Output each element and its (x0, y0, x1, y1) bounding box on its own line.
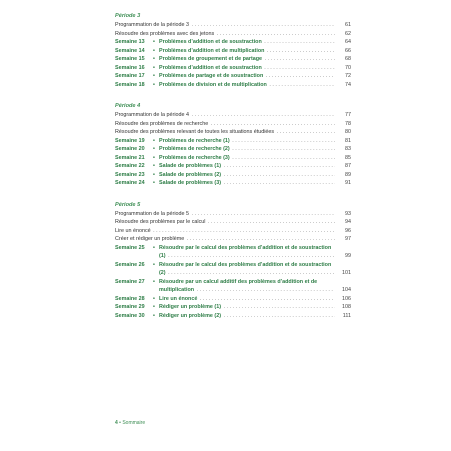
toc-entry[interactable] (115, 21, 351, 30)
section-heading: Période 4 (115, 103, 141, 109)
page-number: 70 (345, 64, 351, 71)
bullet-icon: • (153, 312, 155, 319)
entry-title-text: Salade de problèmes (3) (159, 180, 222, 186)
page-number: 78 (345, 120, 351, 127)
page-number: 111 (342, 312, 351, 319)
bullet-icon: • (153, 163, 155, 169)
entry-title (115, 235, 335, 244)
entry-title (159, 162, 335, 171)
entry-title-text: Rédiger un problème (2) (159, 312, 222, 319)
page-number: 74 (345, 81, 351, 88)
page-number: 94 (345, 219, 351, 225)
entry-title-text: Résoudre par le calcul des problèmes d’addition et de soustraction (1) (159, 244, 332, 259)
week-label: Semaine 14 (115, 47, 145, 54)
page-number: 87 (345, 163, 351, 169)
entry-title (115, 128, 335, 137)
toc-entry[interactable] (115, 210, 351, 219)
toc-entry[interactable] (115, 162, 351, 171)
entry-title-text: Lire un énoncé (115, 227, 151, 234)
page-number: 106 (342, 295, 351, 302)
bullet-icon: • (153, 261, 155, 268)
bullet-icon: • (153, 278, 155, 285)
footer-label: Sommaire (122, 420, 146, 426)
page-number: 104 (342, 287, 351, 293)
week-label: Semaine 22 (115, 163, 145, 169)
toc-entry[interactable] (115, 179, 351, 188)
week-label: Semaine 29 (115, 304, 145, 310)
entry-title (159, 47, 335, 56)
toc-entry[interactable] (115, 120, 351, 129)
week-label: Semaine 16 (115, 64, 145, 71)
toc-entry[interactable] (115, 227, 351, 236)
toc-entry[interactable] (115, 30, 351, 39)
entry-title (159, 244, 335, 261)
bullet-icon: • (153, 56, 155, 62)
page-number: 99 (345, 253, 351, 259)
bullet-icon: • (153, 64, 155, 71)
bullet-icon: • (153, 171, 155, 178)
toc-entry[interactable] (115, 303, 351, 312)
toc-entry[interactable] (115, 128, 351, 137)
toc-entry[interactable] (115, 171, 351, 180)
week-label: Semaine 27 (115, 278, 145, 285)
toc-entry[interactable] (115, 137, 351, 146)
entry-title (115, 30, 335, 39)
entry-title-text: Résoudre des problèmes de recherche (115, 120, 209, 127)
page-number: 93 (345, 210, 351, 217)
entry-title (115, 21, 335, 30)
entry-title-text: Résoudre des problèmes par le calcul (115, 219, 206, 225)
week-label: Semaine 30 (115, 312, 145, 319)
entry-title-text: Résoudre par un calcul additif des problèmes d’addition et de multiplication (159, 278, 318, 293)
page-number: 101 (342, 270, 351, 276)
toc-entry[interactable] (115, 295, 351, 304)
toc-entry[interactable] (115, 154, 351, 163)
bullet-icon: • (153, 47, 155, 54)
toc-entry[interactable] (115, 55, 351, 64)
bullet-icon: • (153, 39, 155, 45)
page-number: 91 (345, 180, 351, 186)
week-label: Semaine 28 (115, 295, 145, 302)
page-number: 72 (345, 73, 351, 79)
entry-title (159, 64, 335, 73)
entry-title (159, 261, 335, 278)
bullet-icon: • (153, 137, 155, 144)
week-label: Semaine 13 (115, 39, 145, 45)
entry-title-text: Problèmes d’addition et de soustraction (159, 64, 262, 71)
page-number: 68 (345, 56, 351, 62)
entry-title-text: Résoudre des problèmes avec des jetons (115, 30, 215, 37)
page-number: 96 (345, 227, 351, 234)
bullet-icon: • (153, 295, 155, 302)
entry-title (159, 312, 335, 321)
week-label: Semaine 21 (115, 154, 145, 161)
week-label: Semaine 24 (115, 180, 145, 186)
entry-title (159, 137, 335, 146)
entry-title (159, 295, 335, 304)
entry-title (159, 171, 335, 180)
toc-entry[interactable] (115, 312, 351, 321)
week-label: Semaine 26 (115, 261, 145, 268)
entry-title-text: Problèmes de partage et de soustraction (159, 73, 264, 79)
page-number: 97 (345, 236, 351, 242)
entry-title (159, 72, 335, 81)
entry-title-text: Problèmes de recherche (1) (159, 137, 230, 144)
entry-title (115, 210, 335, 219)
entry-title (115, 111, 335, 120)
entry-title-text: Programmation de la période 4 (115, 112, 190, 118)
entry-title (159, 55, 335, 64)
bullet-icon: • (153, 244, 155, 251)
entry-title (115, 218, 335, 227)
section-heading: Période 3 (115, 13, 141, 19)
bullet-icon: • (153, 146, 155, 152)
toc-section (115, 102, 351, 188)
bullet-icon: • (153, 154, 155, 161)
week-label: Semaine 19 (115, 137, 145, 144)
entry-title-text: Problèmes de groupement et de partage (159, 56, 263, 62)
page-footer (115, 420, 145, 426)
week-label: Semaine 17 (115, 73, 145, 79)
page-number: 61 (345, 22, 351, 28)
page-number: 66 (345, 47, 351, 54)
bullet-icon: • (153, 180, 155, 186)
entry-title-text: Programmation de la période 5 (115, 210, 190, 217)
week-label: Semaine 15 (115, 56, 145, 62)
toc-entry[interactable] (115, 38, 351, 47)
bullet-icon: • (153, 73, 155, 79)
toc-section (115, 12, 351, 89)
toc-entry[interactable] (115, 64, 351, 73)
toc-entry[interactable] (115, 47, 351, 56)
entry-title-text: Lire un énoncé (159, 295, 198, 302)
entry-title (159, 38, 335, 47)
page-number: 77 (345, 112, 351, 118)
entry-title-text: Problèmes de recherche (3) (159, 154, 230, 161)
footer-bullet: • (119, 420, 121, 426)
toc-entry[interactable] (115, 235, 351, 244)
page-number: 64 (345, 39, 351, 45)
toc-entry[interactable] (115, 81, 351, 90)
entry-title-text: Résoudre des problèmes relevant de toutes les situations étudiées (115, 129, 275, 135)
toc-entry[interactable] (115, 111, 351, 120)
toc-entry[interactable] (115, 261, 351, 278)
entry-title-text: Problèmes d’addition et de multiplication (159, 47, 265, 54)
entry-title (159, 303, 335, 312)
entry-title (159, 81, 335, 90)
page-number: 62 (345, 30, 351, 37)
week-label: Semaine 20 (115, 146, 145, 152)
entry-title-text: Programmation de la période 3 (115, 22, 190, 28)
page-number: 85 (345, 154, 351, 161)
week-label: Semaine 25 (115, 244, 145, 251)
entry-title-text: Salade de problèmes (2) (159, 171, 222, 178)
footer-page-number: 4 (115, 420, 118, 426)
bullet-icon: • (153, 304, 155, 310)
entry-title-text: Créer et rédiger un problème (115, 236, 185, 242)
page-number: 108 (342, 304, 351, 310)
page-number: 80 (345, 129, 351, 135)
entry-title (115, 120, 335, 129)
week-label: Semaine 18 (115, 81, 145, 88)
entry-title-text: Résoudre par le calcul des problèmes d’addition et de soustraction (2) (159, 261, 332, 276)
entry-title (115, 227, 335, 236)
page-number: 89 (345, 171, 351, 178)
entry-title (159, 179, 335, 188)
toc-entry[interactable] (115, 244, 351, 261)
entry-title (159, 278, 335, 295)
section-heading: Période 5 (115, 201, 141, 208)
toc-entry[interactable] (115, 145, 351, 154)
toc-entry[interactable] (115, 218, 351, 227)
toc-section (115, 201, 351, 321)
entry-title (159, 145, 335, 154)
entry-title-text: Problèmes de recherche (2) (159, 146, 230, 152)
table-of-contents (115, 11, 351, 320)
page-number: 81 (345, 137, 351, 144)
entry-title-text: Rédiger un problème (1) (159, 304, 222, 310)
entry-title-text: Problèmes d’addition et de soustraction (159, 39, 262, 45)
entry-title-text: Salade de problèmes (1) (159, 163, 222, 169)
bullet-icon: • (153, 81, 155, 88)
toc-entry[interactable] (115, 72, 351, 81)
entry-title-text: Problèmes de division et de multiplication (159, 81, 267, 88)
week-label: Semaine 23 (115, 171, 145, 178)
toc-entry[interactable] (115, 278, 351, 295)
page-number: 83 (345, 146, 351, 152)
entry-title (159, 154, 335, 163)
